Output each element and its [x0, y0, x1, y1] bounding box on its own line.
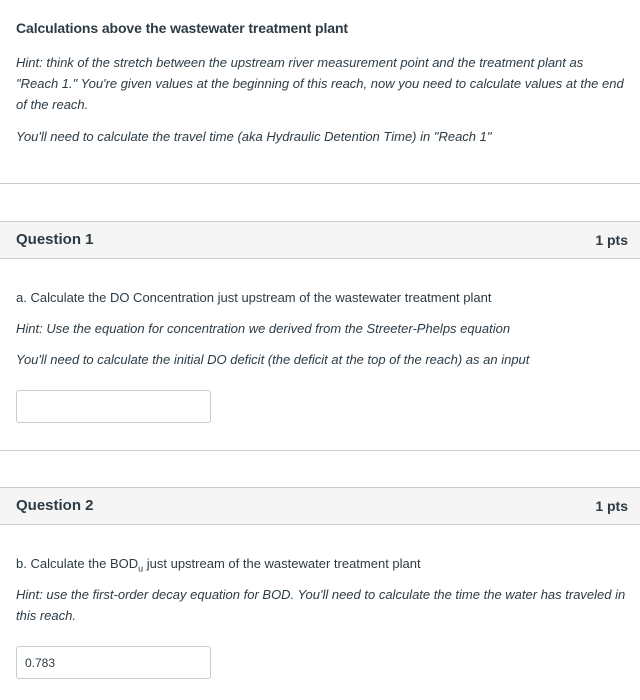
question-2-prompt-suffix: just upstream of the wastewater treatment plant	[143, 556, 421, 571]
question-2-hint: Hint: use the first-order decay equation for BOD. You'll need to calculate the time the water has traveled in this reach.	[16, 587, 626, 623]
intro-title: Calculations above the wastewater treatment plant	[16, 20, 348, 36]
question-2-title: Question 2	[16, 497, 94, 514]
question-2-answer-input[interactable]	[16, 646, 211, 679]
question-1-header	[0, 221, 640, 259]
question-2-prompt	[16, 554, 628, 579]
question-1-hint: Hint: Use the equation for concentration we derived from the Streeter-Phelps equation	[16, 321, 511, 336]
question-1-prompt: a. Calculate the DO Concentration just upstream of the wastewater treatment plant	[16, 290, 492, 305]
question-1-points: 1 pts	[595, 232, 628, 248]
question-2-prompt-subscript: u	[138, 563, 144, 574]
intro-hint: Hint: think of the stretch between the upstream river measurement point and the treatment plant as "Reach 1." You're given values at the beginning of this reach, now you need to calculate values at the end of the reach.	[16, 55, 624, 112]
section-divider	[0, 183, 640, 184]
section-divider	[0, 450, 640, 451]
question-2-points: 1 pts	[595, 498, 628, 514]
question-1-hint-deficit: You'll need to calculate the initial DO deficit (the deficit at the top of the reach) as an input	[16, 352, 530, 367]
question-2-header	[0, 487, 640, 525]
question-1-title: Question 1	[16, 231, 94, 248]
intro-section	[16, 20, 626, 144]
intro-travel-time-hint: You'll need to calculate the travel time (aka Hydraulic Detention Time) in "Reach 1"	[16, 129, 492, 144]
question-2-prompt-prefix: b. Calculate the BOD	[16, 556, 139, 571]
question-1-answer-input[interactable]	[16, 390, 211, 423]
